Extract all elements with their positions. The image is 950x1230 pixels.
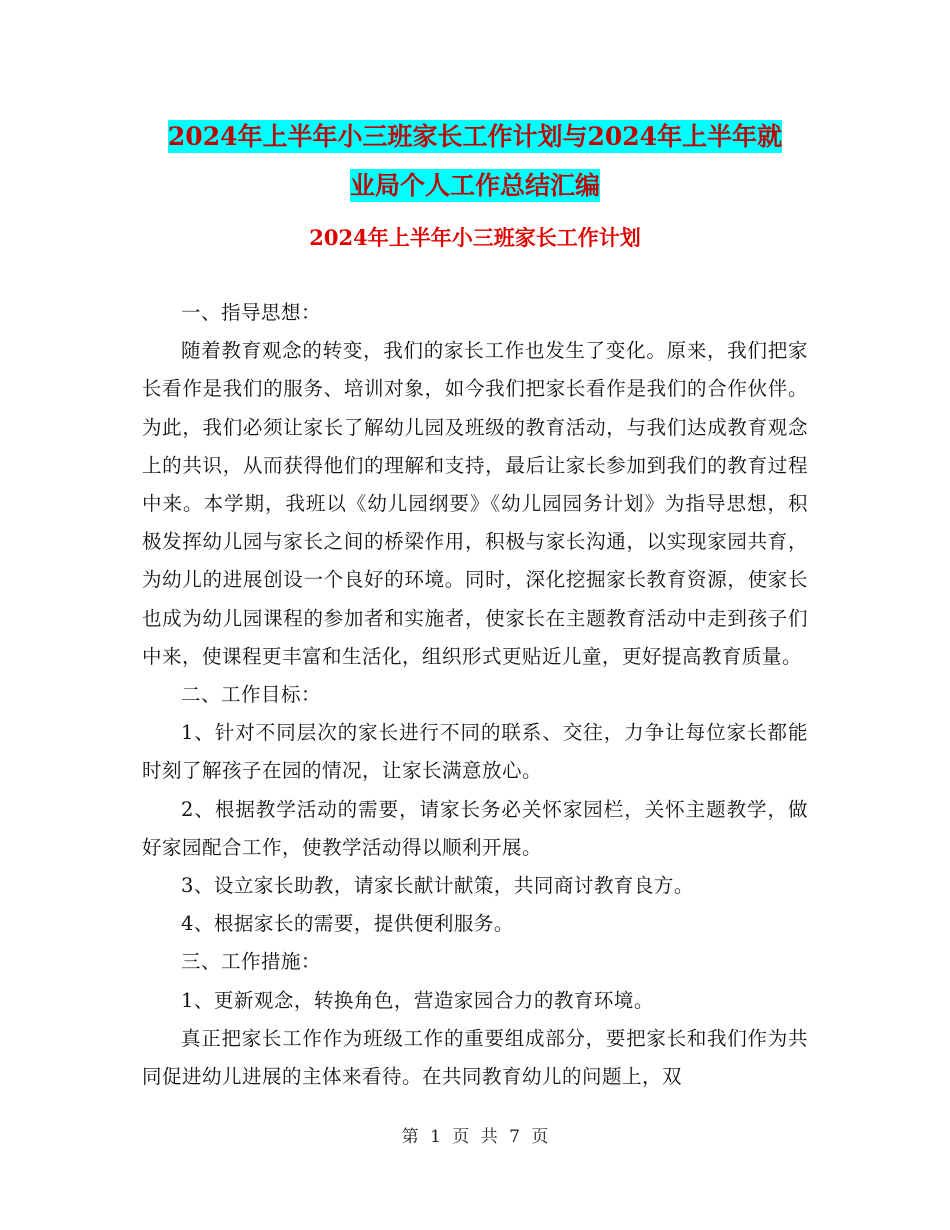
document-body bbox=[142, 294, 808, 1096]
document-title-line-2: 业局个人工作总结汇编 bbox=[349, 171, 600, 200]
heading-work-goals: 二、工作目标： bbox=[181, 683, 322, 707]
paragraph-goal-3: 3、设立家长助教，请家长献计献策，共同商讨教育良方。 bbox=[181, 874, 694, 898]
paragraph-goal-2: 2、根据教学活动的需要，请家长务必关怀家园栏，关怀主题教学，做好家园配合工作，使教学活动得以顺利开展。 bbox=[142, 797, 808, 859]
page-number-footer: 第 1 页 共 7 页 bbox=[401, 1127, 549, 1147]
paragraph-measure-1: 1、更新观念，转换角色，营造家园合力的教育环境。 bbox=[181, 988, 654, 1012]
paragraph-measure-1-detail: 真正把家长工作作为班级工作的重要组成部分，要把家长和我们作为共同促进幼儿进展的主体来看待。在共同教育幼儿的问题上，双 bbox=[142, 1026, 808, 1089]
heading-guiding-ideas: 一、指导思想： bbox=[181, 301, 322, 324]
heading-work-measures: 三、工作措施： bbox=[181, 950, 322, 974]
section-title: 2024年上半年小三班家长工作计划 bbox=[309, 225, 641, 250]
paragraph-guiding-ideas: 随着教育观念的转变，我们的家长工作也发生了变化。原来，我们把家长看作是我们的服务、培训对象，如今我们把家长看作是我们的合作伙伴。为此，我们必须让家长了解幼儿园及班级的教育活动，与我们达成教育观念上的共识，从而获得他们的理解和支持，最后让家长参加到我们的教育过程中来。本学期，我班以《幼儿园纲要》《幼儿园园务计划》为指导思想，积极发挥幼儿园与家长之间的桥梁作用，积极与家长沟通，以实现家园共育，为幼儿的进展创设一个良好的环境。同时，深化挖掘家长教育资源，使家长也成为幼儿园课程的参加者和实施者，使家长在主题教育活动中走到孩子们中来，使课程更丰富和生活化，组织形式更贴近儿童，更好提高教育质量。 bbox=[142, 339, 808, 668]
document-title bbox=[0, 112, 950, 210]
paragraph-goal-1: 1、针对不同层次的家长进行不同的联系、交往，力争让每位家长都能时刻了解孩子在园的情况，让家长满意放心。 bbox=[142, 721, 808, 783]
paragraph-goal-4: 4、根据家长的需要，提供便利服务。 bbox=[181, 912, 514, 936]
document-title-line-1: 2024年上半年小三班家长工作计划与2024年上半年就 bbox=[167, 122, 783, 151]
